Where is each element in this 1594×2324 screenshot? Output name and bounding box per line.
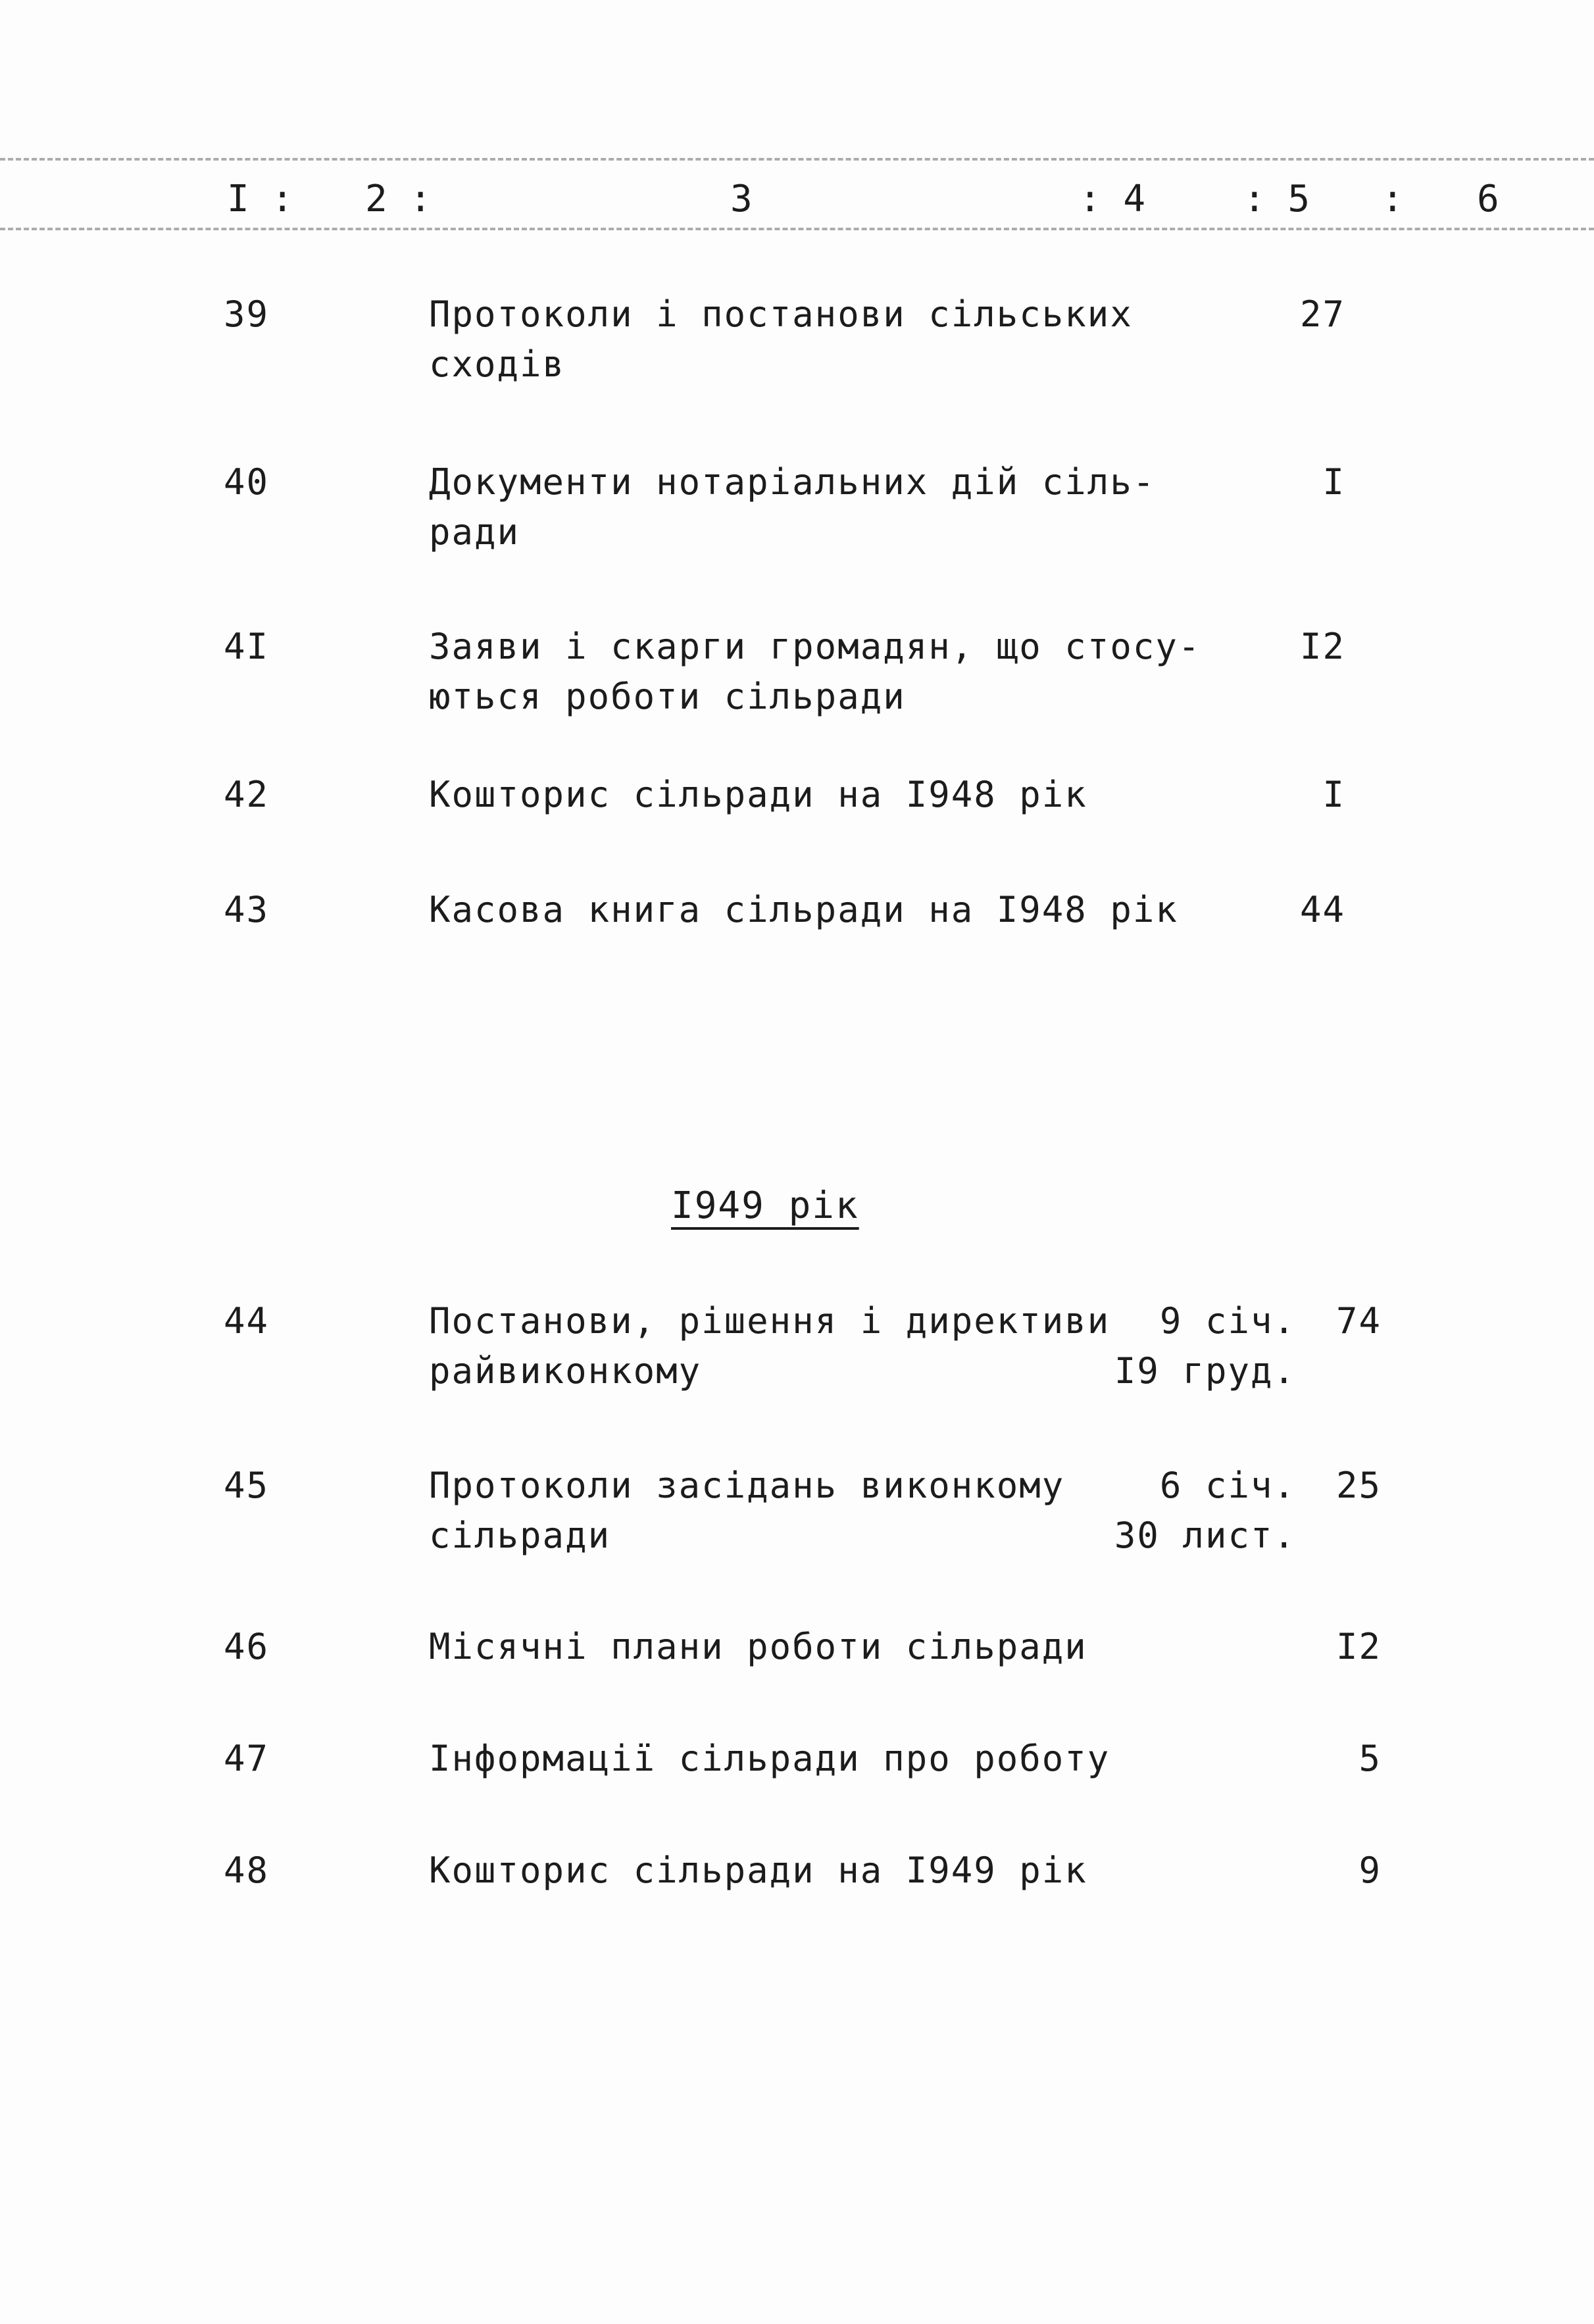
row-46-pages: I2 [1335, 1626, 1382, 1667]
row-47-number: 47 [224, 1738, 270, 1779]
row-45-title-line2: сільради [429, 1515, 611, 1556]
row-44-number: 44 [224, 1300, 270, 1342]
header-col-1: I : [227, 178, 294, 220]
row-41-title-line1: Заяви і скарги громадян, що стосу- [429, 626, 1201, 667]
row-40-title-line2: ради [429, 511, 520, 553]
row-45-date-start: 6 січ. [1159, 1465, 1296, 1506]
row-46-title-line1: Місячні плани роботи сільради [429, 1626, 1087, 1667]
row-45-title-line1: Протоколи засідань виконкому [429, 1465, 1065, 1506]
row-43-title-line1: Касова книга сільради на I948 рік [429, 889, 1178, 930]
row-39-title-line2: сходів [429, 343, 566, 385]
row-43-number: 43 [224, 889, 270, 930]
header-top-rule [0, 158, 1594, 161]
row-42-pages: I [1322, 774, 1345, 815]
section-heading-1949: I949 рік [671, 1184, 859, 1227]
header-col-5: : 5 [1243, 178, 1310, 220]
row-44-pages: 74 [1335, 1300, 1382, 1342]
row-47-title-line1: Інформації сільради про роботу [429, 1738, 1110, 1779]
row-41-number: 4I [224, 626, 270, 667]
row-48-number: 48 [224, 1850, 270, 1891]
row-41-pages: I2 [1299, 626, 1345, 667]
row-46-number: 46 [224, 1626, 270, 1667]
row-39-number: 39 [224, 293, 270, 335]
row-48-title-line1: Кошторис сільради на I949 рік [429, 1850, 1087, 1891]
row-45-date-end: 30 лист. [1114, 1515, 1296, 1556]
row-43-pages: 44 [1299, 889, 1345, 930]
row-40-pages: I [1322, 461, 1345, 503]
header-col-4: : 4 [1079, 178, 1146, 220]
row-44-title-line1: Постанови, рішення і директиви [429, 1300, 1110, 1342]
header-bottom-rule [0, 228, 1594, 230]
header-col-2: 2 : [365, 178, 432, 220]
row-42-title-line1: Кошторис сільради на I948 рік [429, 774, 1087, 815]
row-48-pages: 9 [1358, 1850, 1382, 1891]
row-39-title-line1: Протоколи і постанови сільських [429, 293, 1133, 335]
row-39-pages: 27 [1299, 293, 1345, 335]
row-45-number: 45 [224, 1465, 270, 1506]
row-45-pages: 25 [1335, 1465, 1382, 1506]
header-col-sep: : [1382, 178, 1404, 220]
header-col-3: 3 [730, 178, 753, 220]
row-41-title-line2: ються роботи сільради [429, 676, 906, 717]
row-44-title-line2: райвиконкому [429, 1350, 702, 1392]
row-44-date-start: 9 січ. [1159, 1300, 1296, 1342]
row-40-number: 40 [224, 461, 270, 503]
row-42-number: 42 [224, 774, 270, 815]
row-47-pages: 5 [1358, 1738, 1382, 1779]
row-40-title-line1: Документи нотаріальних дій сіль- [429, 461, 1156, 503]
row-44-date-end: I9 груд. [1114, 1350, 1296, 1392]
header-col-6: 6 [1477, 178, 1499, 220]
